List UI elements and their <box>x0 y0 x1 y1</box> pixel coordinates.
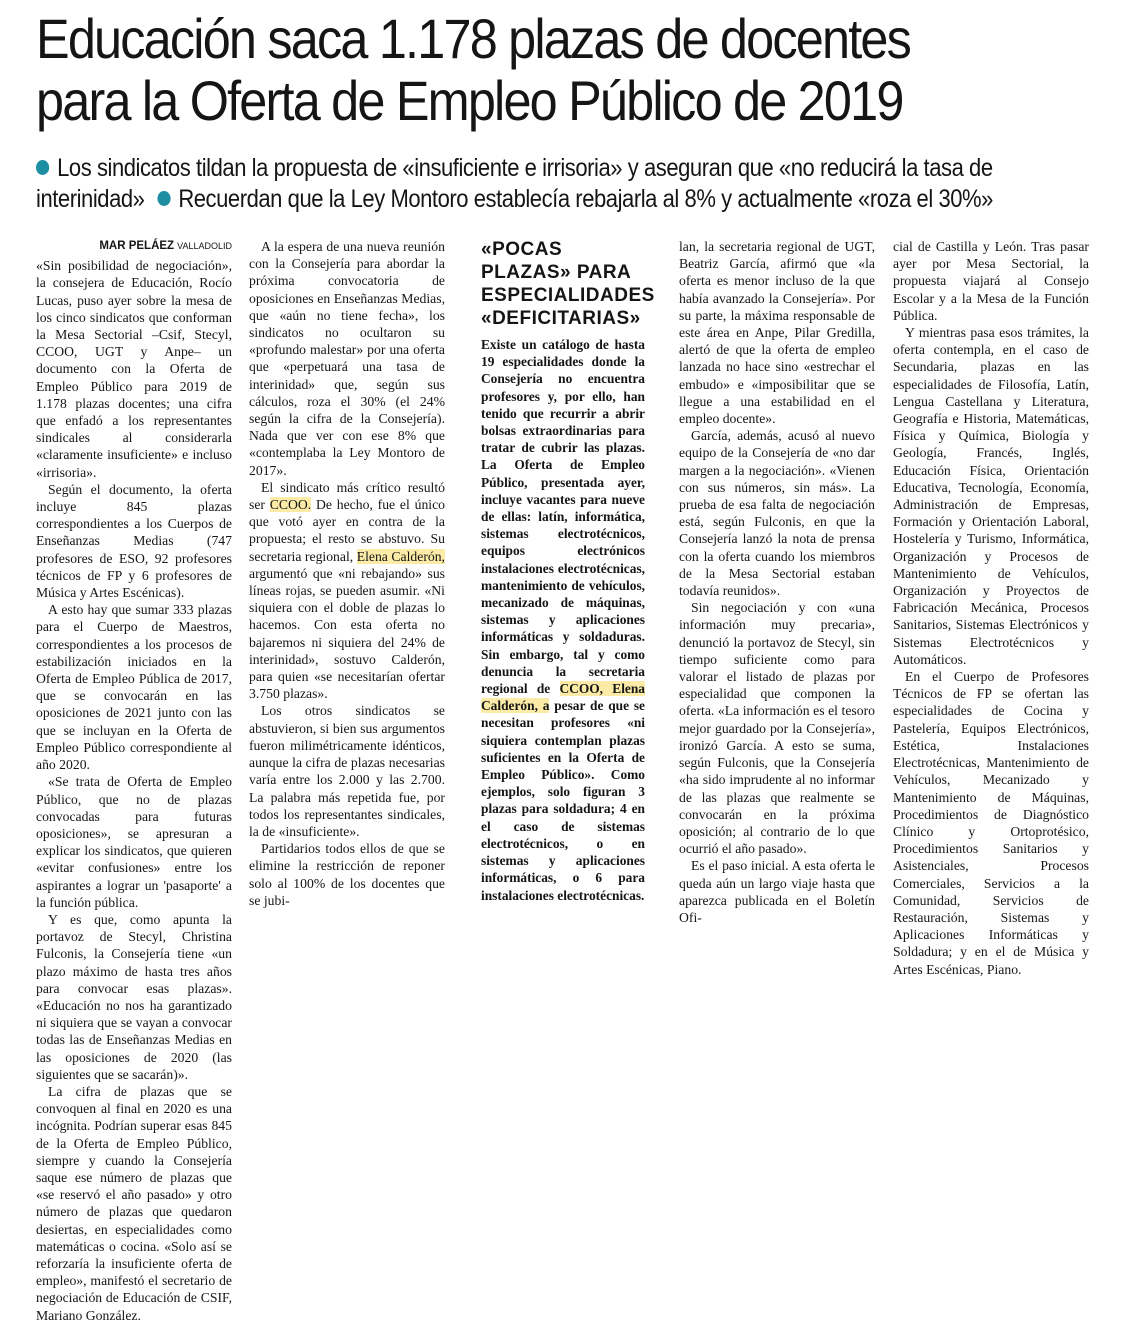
column-5 <box>893 238 1089 978</box>
text-run: argumentó que «ni rebajando» sus líneas rojas, se pueden asumir. «Ni siquiera con el doble de plazas lo hacemos. Con esta oferta no bajaremos ni siquiera del 24% de interinidad», sostuvo Calderón, para quien «se necesitarían ofertar 3.750 plazas». <box>249 565 445 702</box>
paragraph: Y mientras pasa esos trámites, la oferta contempla, en el caso de Secundaria, plazas en las especialidades de Filosofía, Latín, Lengua Castellana y Literatura, Geografía e Historia, Matemáticas, Física y Química, Biología y Geología, Francés, Inglés, Educación Física, Orientación Educativa, Tecnología, Economía, Administración de Empresas, Formación y Orientación Laboral, Hostelería y Turismo, Informática, Organización y Procesos de Mantenimiento de Vehículos, Organización y Proyectos de Fabricación Mecánica, Procesos Sanitarios, Sistemas Electrónicos y Sistemas Electrotécnicos y Automáticos. <box>893 325 1089 667</box>
paragraph: A esto hay que sumar 333 plazas para el Cuerpo de Maestros, correspondientes a los procesos de estabilización iniciados en la Oferta de Empleo Pública de 2017, que se convocarán en las oposiciones de 2021 junto con las que se incluyan en la Oferta de Empleo Público correspondiente al año 2020. <box>36 602 232 773</box>
paragraph: Según el documento, la oferta incluye 845 plazas correspondientes a los Cuerpos de Enseñanzas Medias (747 profesores de ESO, 92 profesores técnicos de FP y 6 profesores de Música y Artes Escénicas). <box>36 481 232 601</box>
paragraph: Los otros sindicatos se abstuvieron, si bien sus argumentos fueron milimétricamente idénticos, aunque la cifra de plazas necesarias varía entre los 2.000 y las 2.700. La palabra más repetida fue, por todos los representantes sindicales, la de «insuficiente». <box>249 703 445 839</box>
paragraph <box>249 479 445 703</box>
byline-place: VALLADOLID <box>177 241 232 251</box>
headline <box>36 8 999 132</box>
text-run: Existe un catálogo de hasta 19 especialidades donde la Consejería no encuentra profesores y, por ello, han tenido que recurrir a abrir bolsas extraordinarias para tratar de cubrir las plazas. La Oferta de Empleo Público, presentada ayer, incluye vacantes para nueve de ellas: latín, informática, sistemas electrotécnicos, equipos electrónicos instalaciones electrotécnicas, mantenimiento de vehículos, mecanizado de máquinas, sistemas y aplicaciones informáticas y soldaduras. Sin embargo, tal y como denuncia la secretaria regional de <box>481 337 645 697</box>
paragraph: Partidarios todos ellos de que se elimine la restricción de reponer solo al 100% de los docentes que se jubi- <box>249 841 445 908</box>
paragraph: Es el paso inicial. A esta oferta le queda aún un largo viaje hasta que aparezca publicada en el Boletín Ofi- <box>679 858 875 925</box>
text-run: pesar de que se necesitan profesores «ni siquiera contemplan plazas suficientes en la Oferta de Empleo Público». Como ejemplos, solo figuran 3 plazas para soldadura; 4 en el caso de sistemas electrotécnicos, o en sistemas y aplicaciones informáticas, o 6 para instalaciones electrotécnicas. <box>481 698 645 903</box>
bullet-icon <box>36 160 49 175</box>
sidebar-heading: «POCAS PLAZAS» PARA ESPECIALIDADES «DEFICITARIAS» <box>481 239 655 329</box>
subheadline <box>36 153 1074 215</box>
highlighted-text: Elena Calderón, <box>356 548 445 564</box>
column-4 <box>679 238 875 926</box>
sidebar-body <box>481 336 645 904</box>
text-run: El sindicato más crítico resultó ser <box>249 479 445 513</box>
column-1 <box>36 238 232 1324</box>
paragraph: cial de Castilla y León. Tras pasar ayer por Mesa Sectorial, la propuesta viajará al Consejo Escolar y a la Mesa de la Función Pública. <box>893 239 1089 323</box>
paragraph: Sin negociación y con «una información muy precaria», denunció la portavoz de Stecyl, sin tiempo suficiente como para valorar el listado de plazas por especialidad que componen la oferta. «La información es el tesoro mejor guardado por la Consejería», ironizó García. A esto se suma, según Fulconis, que la Consejería «ha sido imprudente al no informar de las plazas que realmente se convocarán en la próxima oposición; al contrario de lo que ocurrió el año pasado». <box>679 600 875 857</box>
bullet-icon <box>157 191 170 206</box>
paragraph: «Sin posibilidad de negociación», la consejera de Educación, Rocío Lucas, puso ayer sobre la mesa de los cinco sindicatos que conforman la Mesa Sectorial –Csif, Stecyl, CCOO, UGT y Anpe– un documento con la Oferta de Empleo Público para 2019 de 1.178 plazas docentes; una cifra que enfadó a los representantes sindicales al considerarla «claramente insuficiente» e incluso «irrisoria». <box>36 258 232 480</box>
subhead-part-2: Recuerdan que la Ley Montoro establecía rebajarla al 8% y actualmente «roza el 30%» <box>178 185 993 213</box>
text-run: De hecho, fue el único que votó ayer en contra de la propuesta; el resto se abstuvo. Su secretaria regional, <box>249 497 446 564</box>
paragraph: García, además, acusó al nuevo equipo de la Consejería de «no dar margen a la negociación». «Vienen con sus números, sin más». La prueba de esa falta de negociación está, según Fulconis, en que la Consejería lanzó la nota de prensa con la oferta cuando los miembros de la Mesa Sectorial estaban todavía reunidos». <box>679 428 875 599</box>
subhead-part-1: Los sindicatos tildan la propuesta de «insuficiente e irrisoria» y aseguran que «no reducirá la tasa de interinidad» <box>36 154 993 213</box>
column-2 <box>249 238 445 909</box>
paragraph: «Se trata de Oferta de Empleo Público, que no de plazas convocadas para futuras oposiciones», se apresuran a explicar los sindicatos, que quieren «evitar confusiones» entre los aspirantes a lograr un 'pasaporte' a la función pública. <box>36 774 232 910</box>
headline-line-2: para la Oferta de Empleo Público de 2019 <box>36 69 903 132</box>
headline-line-1: Educación saca 1.178 plazas de docentes <box>36 7 911 70</box>
sidebar-box <box>481 238 655 904</box>
byline <box>36 238 232 255</box>
paragraph: Y es que, como apunta la portavoz de Stecyl, Christina Fulconis, la Consejería tiene «un plazo máximo de hasta tres años para convocar esas plazas». «Educación no nos ha garantizado ni siquiera que se vayan a convocar todas las de Enseñanzas Medias en las oposiciones de 2020 (las siguientes que se sacarán)». <box>36 911 232 1082</box>
paragraph: A la espera de una nueva reunión con la Consejería para abordar la próxima convocatoria de oposiciones en Enseñanzas Medias, que «aún no tiene fecha», los sindicatos no ocultaron su «profundo malestar» por una oferta que «perpetuará una tasa de interinidad» que, según sus cálculos, roza el 30% (el 24% según la cifra de la Consejería). Nada que ver con ese 8% que «contemplaba la Ley Montoro de 2017». <box>249 239 445 478</box>
byline-author: MAR PELÁEZ <box>99 240 175 252</box>
paragraph: lan, la secretaria regional de UGT, Beatriz García, afirmó que «la oferta es menor incluso de la que había avanzado la Consejería». Por su parte, la máxima responsable de este área en Anpe, Pilar Gredilla, alertó de que la oferta de empleo lanzada no hace sino «estrechar el embudo» e «imposibilitar que se llegue a una estabilidad en el empleo docente». <box>679 239 875 427</box>
highlighted-text: CCOO. <box>269 497 312 513</box>
paragraph: En el Cuerpo de Profesores Técnicos de FP se ofertan las especialidades de Cocina y Pastelería, Equipos Electrónicos, Estética, Instalaciones Electrotécnicas, Mantenimiento de Vehículos, Mecanizado y Mantenimiento de Máquinas, Procedimientos de Diagnóstico Clínico y Ortoprotésico, Procedimientos Sanitarios y Asistenciales, Procesos Comerciales, Servicios a la Comunidad, Servicios de Restauración, Sistemas y Aplicaciones Informáticas y Soldadura; y en el de Música y Artes Escénicas, Piano. <box>893 669 1089 977</box>
highlighted-text: CCOO, Elena Calderón, a <box>481 681 645 714</box>
paragraph: La cifra de plazas que se convoquen al final en 2020 es una incógnita. Podrían superar esas 845 de la Oferta de Empleo Público, siempre y cuando la Consejería saque ese número de plazas que «se reservó el año pasado» y otro número de plazas que quedaron desiertas, en especialidades como matemáticas o cocina. «Solo así se reforzaría la insuficiente oferta de empleo», manifestó el secretario de negociación de Educación de CSIF, Mariano González. <box>36 1083 232 1323</box>
